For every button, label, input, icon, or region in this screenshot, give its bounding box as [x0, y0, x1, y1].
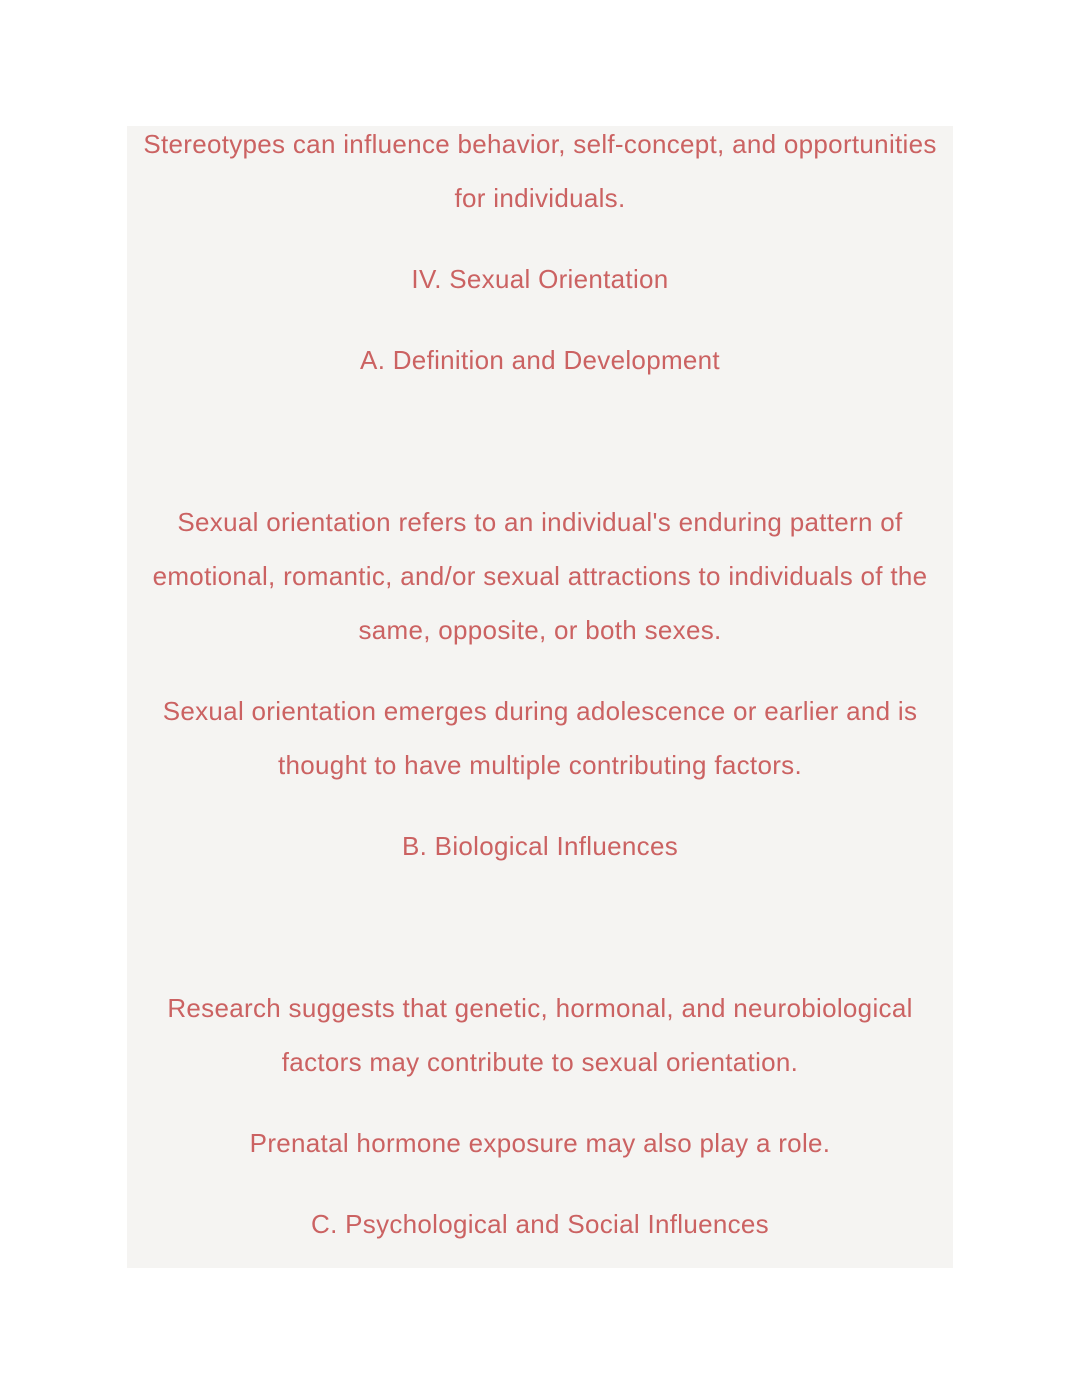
text-line: for individuals. — [454, 183, 626, 213]
development-paragraph — [127, 684, 953, 792]
text-line: C. Psychological and Social Influences — [311, 1209, 769, 1239]
heading-section-iv — [127, 252, 953, 306]
heading-iv-c — [127, 1197, 953, 1251]
definition-paragraph — [127, 495, 953, 657]
heading-iv-a — [127, 333, 953, 387]
text-line: IV. Sexual Orientation — [411, 264, 669, 294]
research-paragraph — [127, 981, 953, 1089]
text-line: same, opposite, or both sexes. — [358, 615, 722, 645]
text-line: factors may contribute to sexual orientation. — [281, 1047, 799, 1077]
text-line: Research suggests that genetic, hormonal, and neurobiological — [167, 993, 913, 1023]
document-page — [127, 126, 953, 1268]
stereotypes-paragraph — [127, 117, 953, 225]
text-line — [127, 414, 953, 468]
text-line: Sexual orientation refers to an individual's enduring pattern of — [177, 507, 903, 537]
text-line — [127, 900, 953, 954]
text-line: Stereotypes can influence behavior, self-concept, and opportunities — [143, 129, 937, 159]
prenatal-paragraph — [127, 1116, 953, 1170]
text-line: B. Biological Influences — [401, 831, 679, 861]
spacer-paragraph — [127, 900, 953, 954]
spacer-paragraph — [127, 414, 953, 468]
text-line: emotional, romantic, and/or sexual attractions to individuals of the — [152, 561, 928, 591]
text-line: Sexual orientation emerges during adolescence or earlier and is — [162, 696, 918, 726]
text-line: Prenatal hormone exposure may also play a role. — [249, 1128, 831, 1158]
heading-iv-b — [127, 819, 953, 873]
document-content — [127, 117, 953, 1251]
text-line: thought to have multiple contributing factors. — [278, 750, 802, 780]
text-line: A. Definition and Development — [360, 345, 720, 375]
